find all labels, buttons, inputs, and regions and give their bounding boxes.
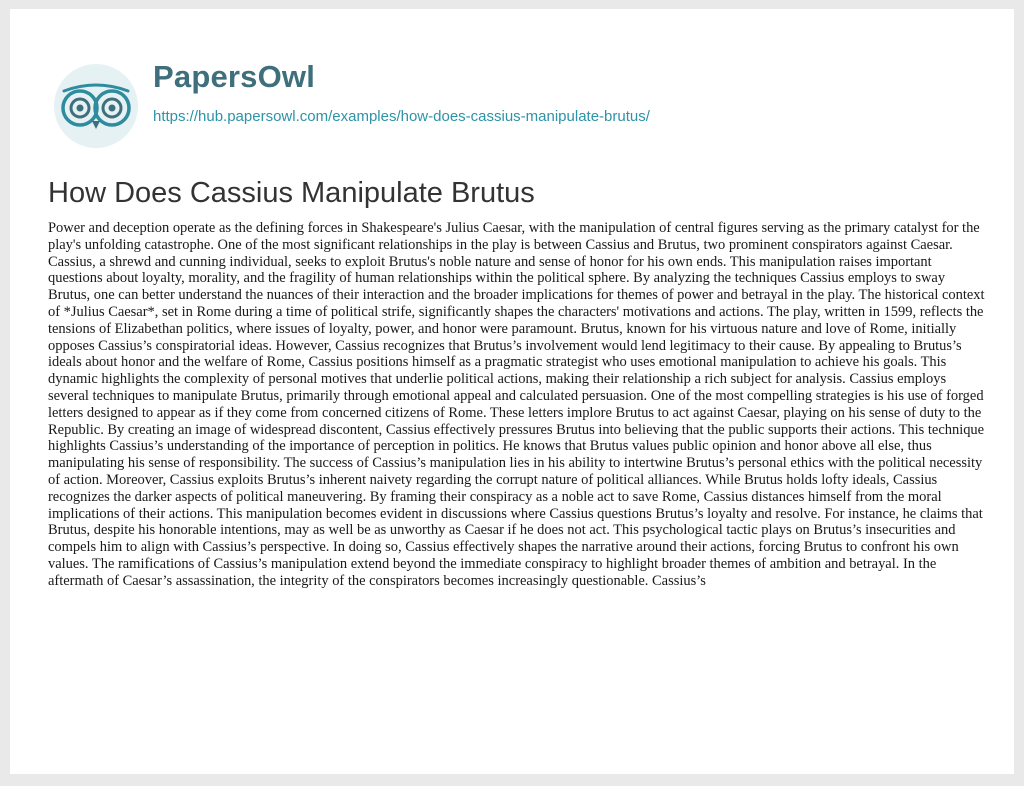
brand-name: PapersOwl xyxy=(153,59,316,94)
document-title: How Does Cassius Manipulate Brutus xyxy=(48,177,535,209)
document-body: Power and deception operate as the defining forces in Shakespeare's Julius Caesar, with the manipulation of central figures serving as the primary catalyst for the play's unfolding catastrophe. One of the most significant relationships in the play is between Cassius and Brutus, two prominent conspirators against Caesar. Cassius, a shrewd and cunning individual, seeks to exploit Brutus's noble nature and sense of honor for his own ends. This manipulation raises important questions about loyalty, morality, and the fragility of human relationships within the political sphere. By analyzing the techniques Cassius employs to sway Brutus, one can better understand the nuances of their interaction and the broader implications for themes of power and betrayal in the play. The historical context of *Julius Caesar*, set in Rome during a time of political strife, significantly shapes the characters' motivations and actions. The play, written in 1599, reflects the tensions of Elizabethan politics, where issues of loyalty, power, and honor were paramount. Brutus, known for his virtuous nature and love of Rome, initially opposes Cassius’s conspiratorial ideas. However, Cassius recognizes that Brutus’s involvement would lend legitimacy to their cause. By appealing to Brutus’s ideals about honor and the welfare of Rome, Cassius positions himself as a pragmatic strategist who uses emotional manipulation to achieve his goals. This dynamic highlights the complexity of personal motives that underlie political actions, making their relationship a rich subject for analysis. Cassius employs several techniques to manipulate Brutus, primarily through emotional appeal and calculated persuasion. One of the most compelling strategies is his use of forged letters designed to appear as if they come from concerned citizens of Rome. These letters implore Brutus to act against Caesar, playing on his sense of duty to the Republic. By creating an image of widespread discontent, Cassius effectively pressures Brutus into believing that the public supports their actions. This technique highlights Cassius’s understanding of the importance of perception in politics. He knows that Brutus values public opinion and honor above all else, thus manipulating his sense of responsibility. The success of Cassius’s manipulation lies in his ability to intertwine Brutus’s personal ethics with the political necessity of action. Moreover, Cassius exploits Brutus’s inherent naivety regarding the corrupt nature of political alliances. While Brutus holds lofty ideals, Cassius recognizes the darker aspects of political maneuvering. By framing their conspiracy as a noble act to save Rome, Cassius distances himself from the moral implications of their actions. This manipulation becomes evident in discussions where Cassius questions Brutus’s loyalty and resolve. For instance, he claims that Brutus, despite his honorable intentions, may as well be as unworthy as Caesar if he does not act. This psychological tactic plays on Brutus’s insecurities and compels him to align with Cassius’s perspective. In doing so, Cassius effectively shapes the narrative around their actions, forcing Brutus to confront his own values. The ramifications of Cassius’s manipulation extend beyond the immediate conspiracy to highlight broader themes of ambition and betrayal. In the aftermath of Caesar’s assassination, the integrity of the conspirators becomes increasingly questionable. Cassius’s xyxy=(48,220,985,589)
owl-face-icon xyxy=(50,63,158,149)
owl-right-pupil xyxy=(109,105,116,112)
document-page xyxy=(10,9,1014,774)
owl-left-pupil xyxy=(77,105,84,112)
source-url-link[interactable]: https://hub.papersowl.com/examples/how-does-cassius-manipulate-brutus/ xyxy=(153,108,650,125)
